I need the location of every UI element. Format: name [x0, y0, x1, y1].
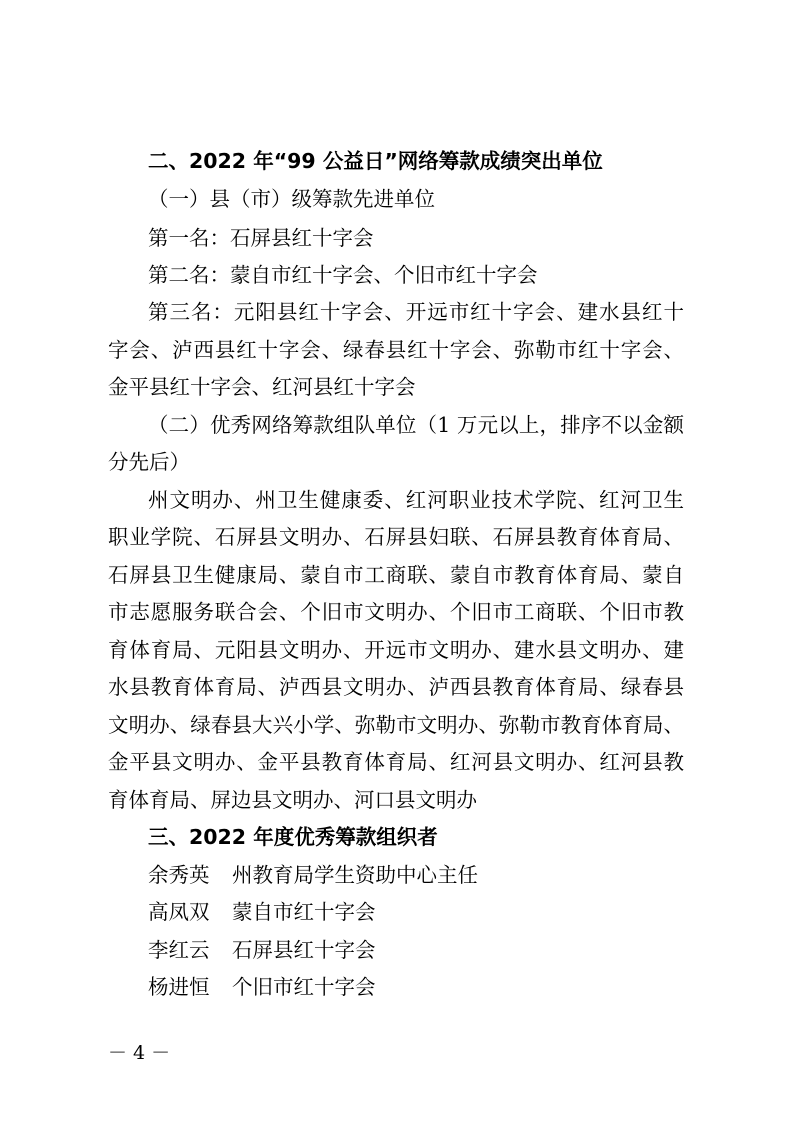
- sub2-heading-line-2: 分先后）: [108, 450, 190, 474]
- organizer-name: 高凤双: [148, 900, 210, 924]
- third-place-line-3: 金平县红十字会、红河县红十字会: [108, 375, 416, 399]
- units-line-8: 金平县文明办、金平县教育体育局、红河县文明办、红河县教: [108, 750, 684, 774]
- section2-heading: 二、2022 年“99 公益日”网络筹款成绩突出单位: [148, 149, 603, 173]
- first-place: 第一名：石屏县红十字会: [148, 226, 374, 250]
- units-line-6: 水县教育体育局、泸西县文明办、泸西县教育体育局、绿春县: [108, 675, 684, 699]
- organizer-row: [148, 972, 376, 1002]
- organizer-name: 李红云: [148, 938, 210, 962]
- sub2-heading-line-1: （二）优秀网络筹款组队单位（1 万元以上，排序不以金额: [148, 413, 684, 437]
- third-place-line-1: 第三名：元阳县红十字会、开远市红十字会、建水县红十: [148, 300, 684, 324]
- organizer-org: 个旧市红十字会: [232, 975, 376, 999]
- units-line-1: 州文明办、州卫生健康委、红河职业技术学院、红河卫生: [148, 488, 684, 512]
- section3-heading: 三、2022 年度优秀筹款组织者: [148, 825, 438, 849]
- sub1-heading: （一）县（市）级筹款先进单位: [148, 187, 435, 211]
- page-number: － 4 －: [108, 1042, 171, 1064]
- organizer-row: [148, 935, 376, 965]
- organizer-row: [148, 897, 376, 927]
- organizer-org: 石屏县红十字会: [232, 938, 376, 962]
- units-line-2: 职业学院、石屏县文明办、石屏县妇联、石屏县教育体育局、: [108, 525, 684, 549]
- organizer-name: 杨进恒: [148, 975, 210, 999]
- organizer-org: 蒙自市红十字会: [232, 900, 376, 924]
- units-line-5: 育体育局、元阳县文明办、开远市文明办、建水县文明办、建: [108, 638, 684, 662]
- units-line-9: 育体育局、屏边县文明办、河口县文明办: [108, 788, 477, 812]
- second-place: 第二名：蒙自市红十字会、个旧市红十字会: [148, 263, 538, 287]
- organizer-org: 州教育局学生资助中心主任: [232, 863, 478, 887]
- units-line-3: 石屏县卫生健康局、蒙自市工商联、蒙自市教育体育局、蒙自: [108, 563, 684, 587]
- organizer-row: [148, 860, 478, 890]
- units-line-4: 市志愿服务联合会、个旧市文明办、个旧市工商联、个旧市教: [108, 600, 684, 624]
- organizer-name: 余秀英: [148, 863, 210, 887]
- third-place-line-2: 字会、泸西县红十字会、绿春县红十字会、弥勒市红十字会、: [108, 338, 684, 362]
- units-line-7: 文明办、绿春县大兴小学、弥勒市文明办、弥勒市教育体育局、: [108, 713, 684, 737]
